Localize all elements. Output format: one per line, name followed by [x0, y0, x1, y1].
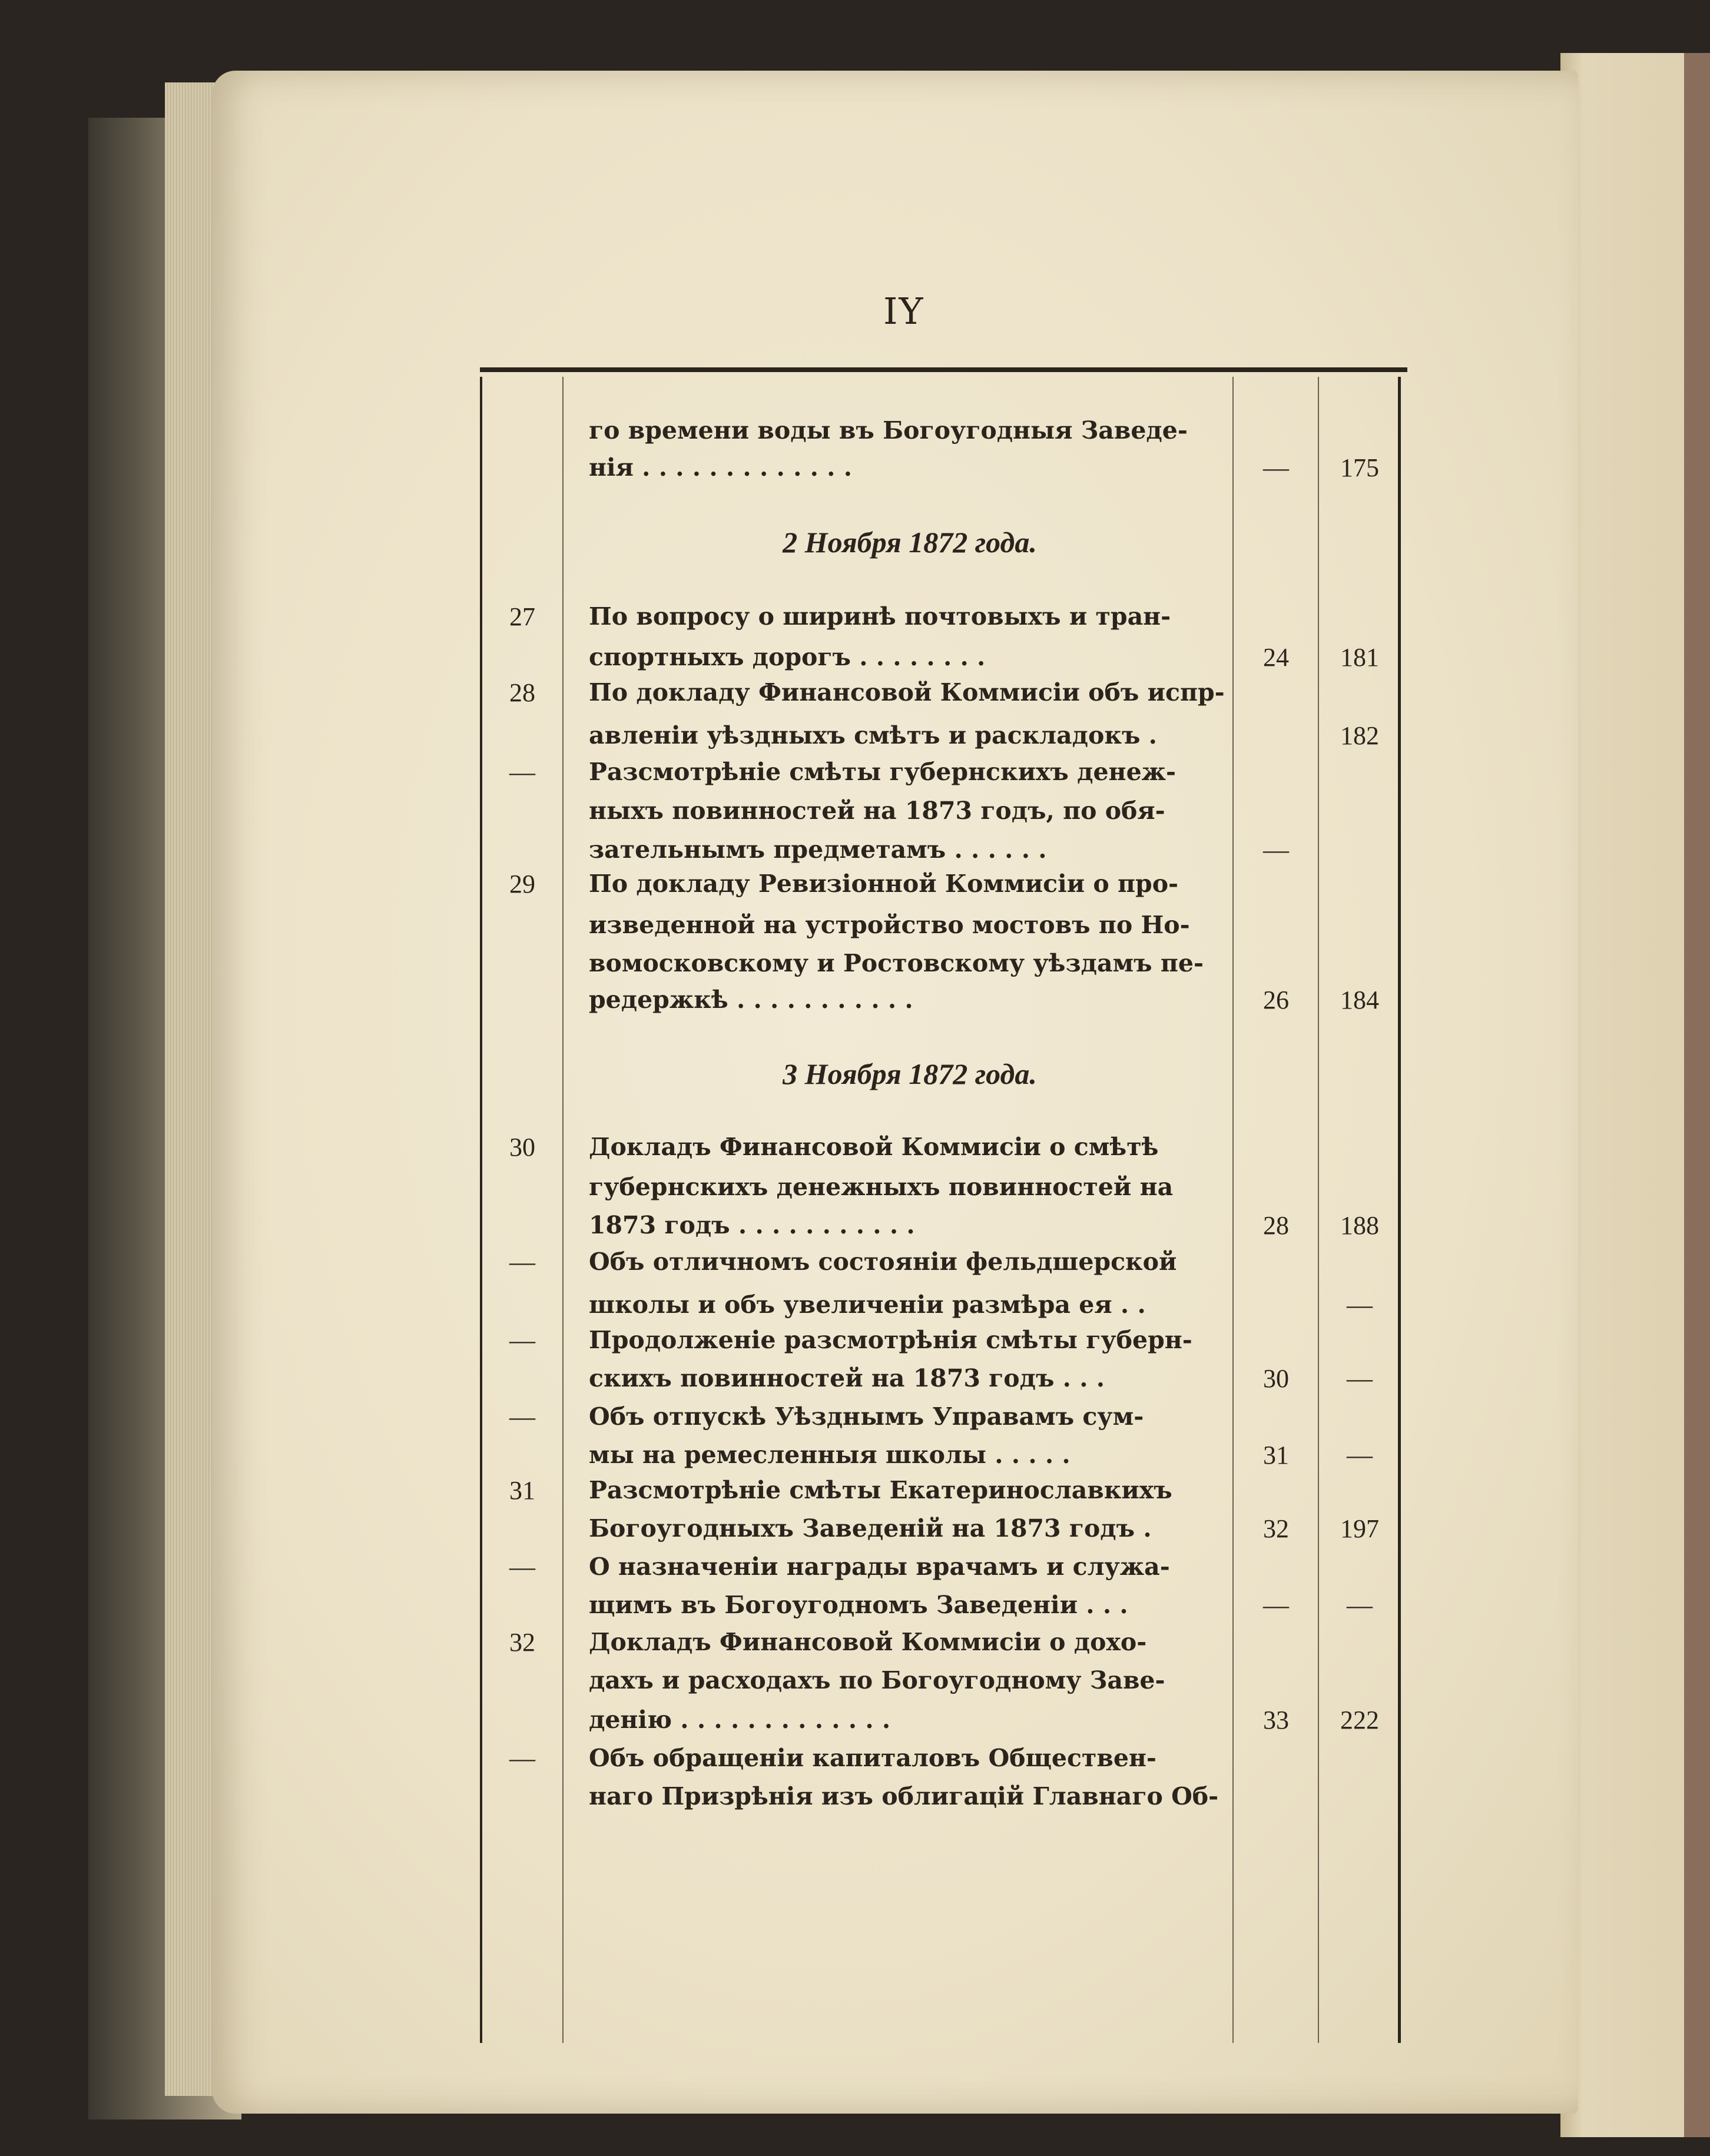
entry-col4: — — [1347, 1591, 1373, 1620]
entry-col4: 175 — [1340, 453, 1379, 482]
entry-number: — — [509, 1402, 535, 1431]
entry-line: мы на ремесленныя школы . . . . . — [589, 1441, 1071, 1469]
entry-line: го времени воды въ Богоугодныя Заведе- — [589, 416, 1188, 445]
entry-line: дахъ и расходахъ по Богоугодному Заве- — [589, 1666, 1165, 1694]
entry-line: изведенной на устройство мостовъ по Но- — [589, 911, 1190, 939]
entry-line: Богоугодныхъ Заведеній на 1873 годъ . — [589, 1514, 1152, 1543]
entry-line: Докладъ Финансовой Коммисіи о смѣтѣ — [589, 1133, 1159, 1161]
entry-line: авленіи уѣздныхъ смѣтъ и раскладокъ . — [589, 721, 1157, 749]
entry-col4: — — [1347, 1291, 1373, 1319]
entry-line: Объ отличномъ состояніи фельдшерской — [589, 1248, 1177, 1276]
entry-line: денію . . . . . . . . . . . . . — [589, 1706, 891, 1734]
table-border-left — [480, 377, 482, 2043]
column-divider-2 — [1232, 377, 1234, 2043]
entry-col3: 28 — [1263, 1211, 1289, 1240]
entry-line: По докладу Финансовой Коммисіи объ испр- — [589, 678, 1225, 706]
entry-line: Объ отпускѣ Уѣзднымъ Управамъ сум- — [589, 1402, 1144, 1431]
entry-col4: 222 — [1340, 1706, 1379, 1734]
entry-line: ныхъ повинностей на 1873 годъ, по обя- — [589, 797, 1165, 825]
section-date: 2 Ноября 1872 года. — [783, 526, 1037, 559]
entry-number: 30 — [509, 1133, 535, 1162]
entry-line: спортныхъ дорогъ . . . . . . . . — [589, 643, 986, 671]
entry-line: зательнымъ предметамъ . . . . . . — [589, 835, 1047, 864]
entry-number: — — [509, 1744, 535, 1773]
entry-col4: 182 — [1340, 721, 1379, 750]
book-cover-edge — [1684, 53, 1710, 2137]
entry-line: О назначеніи награды врачамъ и служа- — [589, 1553, 1170, 1581]
column-divider-3 — [1318, 377, 1319, 2043]
entry-number: 31 — [509, 1476, 535, 1505]
entry-number: 32 — [509, 1628, 535, 1657]
entry-line: вомосковскому и Ростовскому уѣздамъ пе- — [589, 949, 1204, 977]
entry-line: нія . . . . . . . . . . . . . — [589, 453, 852, 482]
entry-col3: 26 — [1263, 986, 1289, 1014]
entry-line: Разсмотрѣніе смѣты Екатеринославкихъ — [589, 1476, 1172, 1504]
column-divider-1 — [562, 377, 564, 2043]
entry-col3: 33 — [1263, 1706, 1289, 1734]
entry-number: 27 — [509, 602, 535, 631]
entry-col4: — — [1347, 1364, 1373, 1393]
entry-col3: 30 — [1263, 1364, 1289, 1393]
entry-col3: 24 — [1263, 643, 1289, 672]
entry-col4: — — [1347, 1441, 1373, 1470]
entry-number: — — [509, 1553, 535, 1581]
entry-line: По докладу Ревизіонной Коммисіи о про- — [589, 870, 1179, 898]
entry-col3: — — [1263, 835, 1289, 864]
entry-col4: 197 — [1340, 1514, 1379, 1543]
entry-line: По вопросу о ширинѣ почтовыхъ и тран- — [589, 602, 1171, 631]
entry-line: 1873 годъ . . . . . . . . . . . — [589, 1211, 915, 1239]
entry-number: — — [509, 1248, 535, 1276]
entry-line: Продолженіе разсмотрѣнія смѣты губерн- — [589, 1326, 1192, 1354]
entry-number: 29 — [509, 870, 535, 898]
entry-col3: 31 — [1263, 1441, 1289, 1470]
entry-col4: 184 — [1340, 986, 1379, 1014]
entry-line: губернскихъ денежныхъ повинностей на — [589, 1173, 1174, 1201]
page-folio: IY — [883, 290, 924, 333]
entry-line: редержкѣ . . . . . . . . . . . — [589, 986, 913, 1014]
entry-line: щимъ въ Богоугодномъ Заведеніи . . . — [589, 1591, 1128, 1619]
entry-number: — — [509, 1326, 535, 1355]
entry-line: Объ обращеніи капиталовъ Обществен- — [589, 1744, 1156, 1772]
entry-line: Разсмотрѣніе смѣты губернскихъ денеж- — [589, 758, 1177, 786]
entry-number: 28 — [509, 678, 535, 707]
entry-col3: — — [1263, 453, 1289, 482]
entry-col3: — — [1263, 1591, 1289, 1620]
entry-line: Докладъ Финансовой Коммисіи о дохо- — [589, 1628, 1147, 1656]
entry-line: скихъ повинностей на 1873 годъ . . . — [589, 1364, 1105, 1392]
entry-col4: 188 — [1340, 1211, 1379, 1240]
entry-line: наго Призрѣнія изъ облигацій Главнаго Об- — [589, 1782, 1219, 1810]
entry-line: школы и объ увеличеніи размѣра ея . . — [589, 1291, 1146, 1319]
table-top-rule — [480, 367, 1407, 372]
entry-number: — — [509, 758, 535, 787]
entry-col3: 32 — [1263, 1514, 1289, 1543]
entry-col4: 181 — [1340, 643, 1379, 672]
section-date: 3 Ноября 1872 года. — [783, 1057, 1037, 1090]
